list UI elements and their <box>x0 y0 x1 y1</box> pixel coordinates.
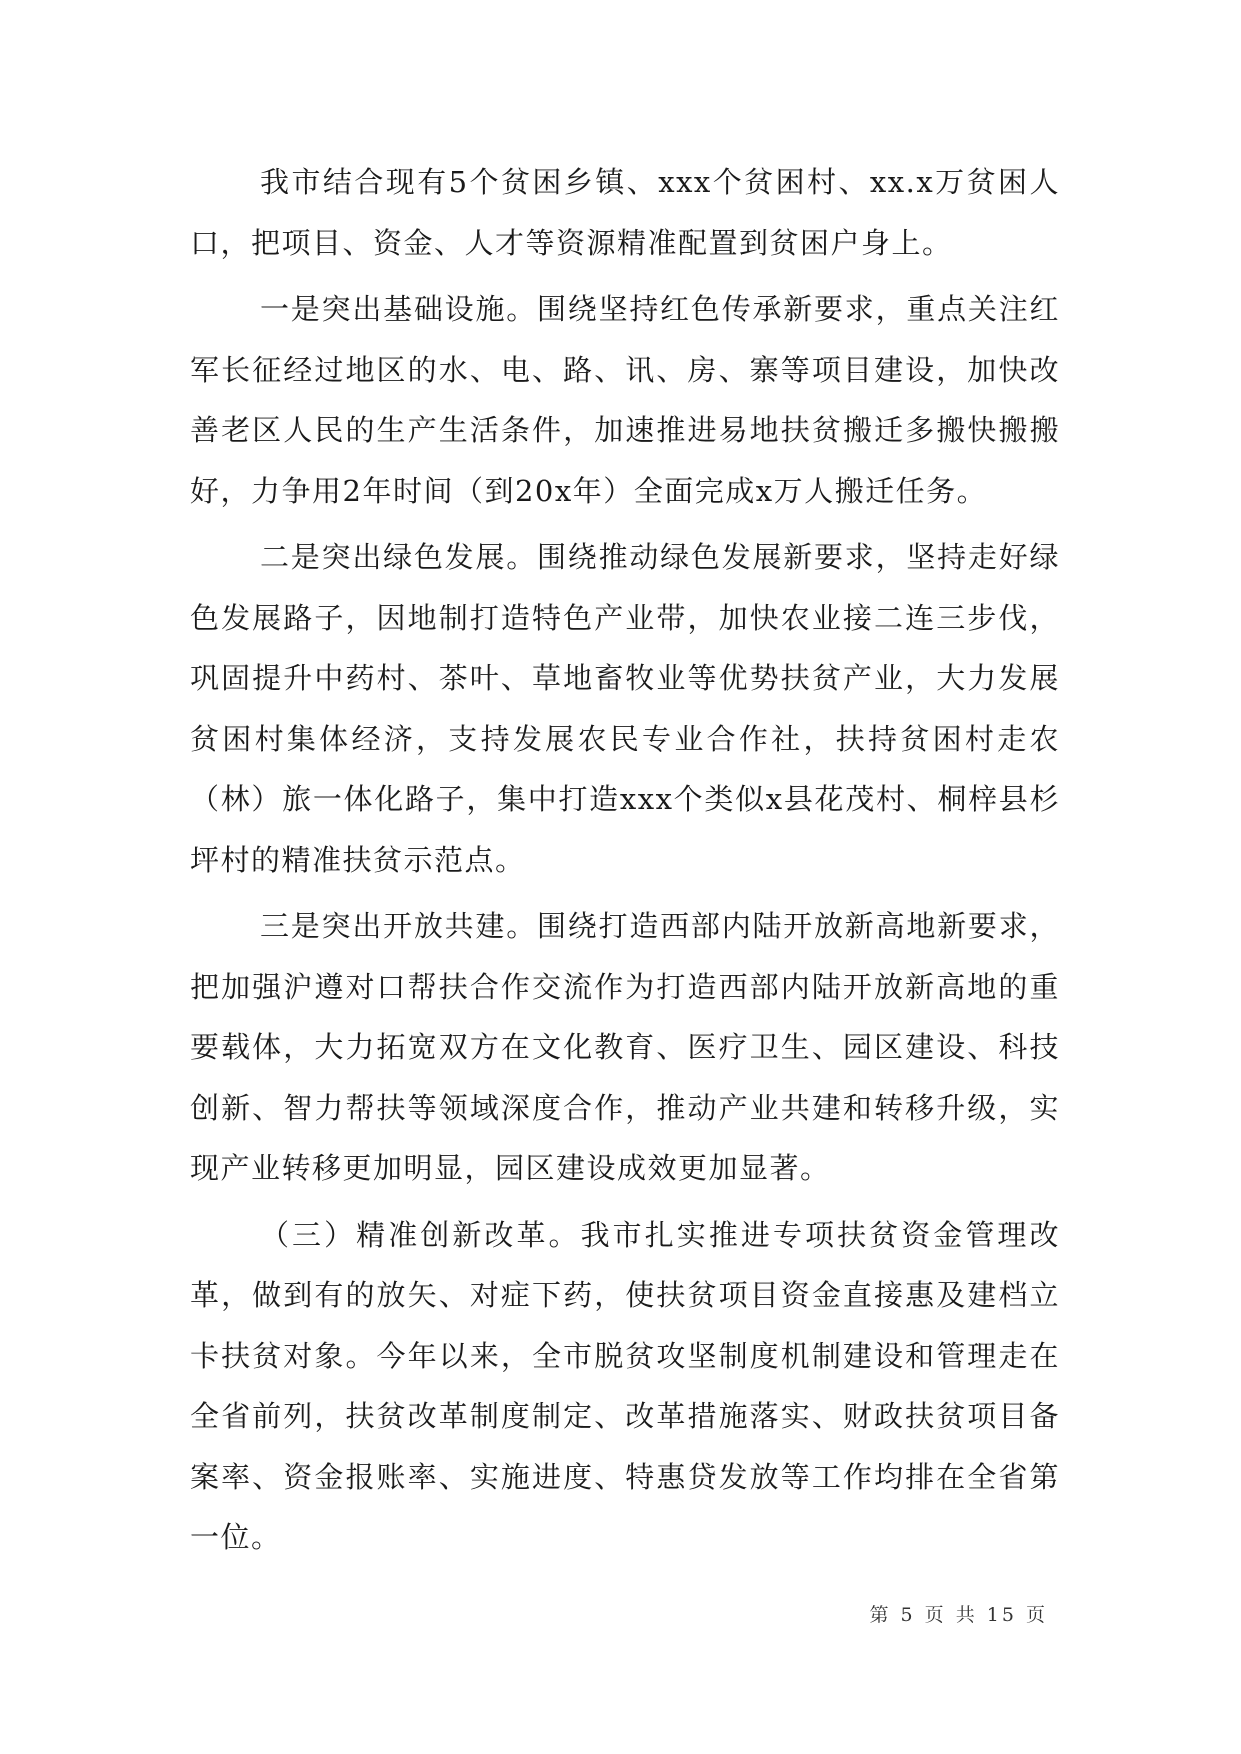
paragraph-innovation-reform: （三）精准创新改革。我市扎实推进专项扶贫资金管理改革，做到有的放矢、对症下药，使扶贫项目资金直接惠及建档立卡扶贫对象。今年以来，全市脱贫攻坚制度机制建设和管理走在全省前列，扶贫改革制度制定、改革措施落实、财政扶贫项目备案率、资金报账率、实施进度、特惠贷发放等工作均排在全省第一位。 <box>190 1217 1060 1554</box>
footer-mid: 页 共 <box>924 1604 978 1626</box>
paragraph-green-development: 二是突出绿色发展。围绕推动绿色发展新要求，坚持走好绿色发展路子，因地制打造特色产业带，加快农业接二连三步伐，巩固提升中药村、茶叶、草地畜牧业等优势扶贫产业，大力发展贫困村集体经济，支持发展农民专业合作社，扶持贫困村走农（林）旅一体化路子，集中打造xxx个类似x县花茂村、桐梓县杉坪村的精准扶贫示范点。 <box>190 540 1060 877</box>
footer-current-page: 5 <box>900 1604 916 1626</box>
document-body <box>190 152 1060 1568</box>
footer-prefix: 第 <box>869 1604 892 1626</box>
footer-total-pages: 15 <box>986 1604 1017 1626</box>
page-number-footer <box>869 1600 1048 1627</box>
paragraph-resource-allocation: 我市结合现有5个贫困乡镇、xxx个贫困村、xx.x万贫困人口，把项目、资金、人才等资源精准配置到贫困户身上。 <box>190 165 1060 260</box>
paragraph-infrastructure: 一是突出基础设施。围绕坚持红色传承新要求，重点关注红军长征经过地区的水、电、路、讯、房、寨等项目建设，加快改善老区人民的生产生活条件，加速推进易地扶贫搬迁多搬快搬搬好，力争用2年时间（到20x年）全面完成x万人搬迁任务。 <box>190 292 1060 508</box>
footer-suffix: 页 <box>1025 1604 1048 1626</box>
paragraph-open-cooperation: 三是突出开放共建。围绕打造西部内陆开放新高地新要求，把加强沪遵对口帮扶合作交流作为打造西部内陆开放新高地的重要载体，大力拓宽双方在文化教育、医疗卫生、园区建设、科技创新、智力帮扶等领域深度合作，推动产业共建和转移升级，实现产业转移更加明显，园区建设成效更加显著。 <box>190 909 1060 1185</box>
